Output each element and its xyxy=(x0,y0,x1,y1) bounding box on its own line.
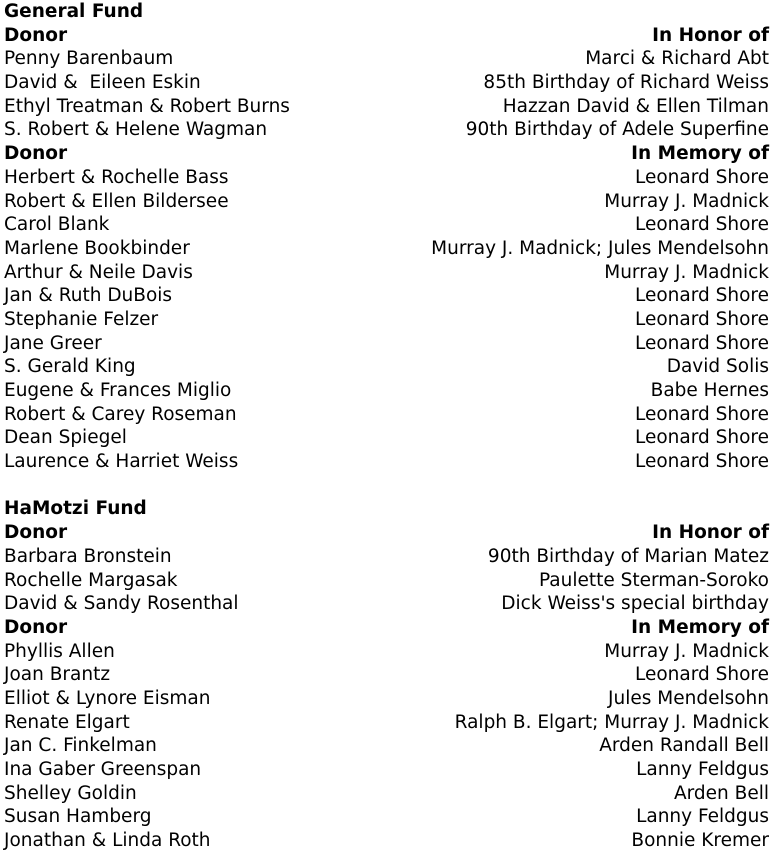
tribute-name: Murray J. Madnick; Jules Mendelsohn xyxy=(431,237,769,259)
donation-row xyxy=(4,734,769,758)
tribute-name: Jules Mendelsohn xyxy=(608,687,769,709)
donor-name: Herbert & Rochelle Bass xyxy=(4,166,229,188)
donor-name: Rochelle Margasak xyxy=(4,569,178,591)
donation-row xyxy=(4,47,769,71)
tribute-name: Leonard Shore xyxy=(634,664,769,686)
donor-name: Susan Hamberg xyxy=(4,806,152,828)
tribute-name: Leonard Shore xyxy=(634,451,769,473)
donation-row xyxy=(4,308,769,332)
tribute-name: David Solis xyxy=(666,356,769,378)
donation-row xyxy=(4,829,769,853)
donor-name: Joan Brantz xyxy=(4,664,111,686)
donor-name: Eugene & Frances Miglio xyxy=(4,380,232,401)
donation-row xyxy=(4,687,769,711)
tribute-name: Lanny Feldgus xyxy=(636,806,769,828)
donor-name: Ethyl Treatman & Robert Burns xyxy=(4,95,290,117)
donor-header: Donor xyxy=(4,24,68,46)
donor-name: Jan & Ruth DuBois xyxy=(4,285,173,307)
donor-name: Carol Blank xyxy=(4,214,110,236)
tribute-name: Leonard Shore xyxy=(634,403,769,425)
donor-name: S. Robert & Helene Wagman xyxy=(4,119,268,141)
fund-title: General Fund xyxy=(4,1,144,22)
donation-row xyxy=(4,711,769,735)
donor-name: Dean Spiegel xyxy=(4,427,127,449)
section-spacer xyxy=(4,474,769,498)
tribute-type-header: In Memory of xyxy=(631,616,769,638)
donor-name: Barbara Bronstein xyxy=(4,545,172,567)
donor-header: Donor xyxy=(4,616,68,638)
tribute-name: Lanny Feldgus xyxy=(636,759,769,780)
column-header-row xyxy=(4,521,769,545)
donation-row xyxy=(4,95,769,119)
tribute-name: Babe Hernes xyxy=(650,380,769,401)
fund-section xyxy=(4,497,769,852)
donation-row xyxy=(4,379,769,403)
donor-header: Donor xyxy=(4,143,68,165)
donation-row xyxy=(4,758,769,782)
donor-name: Jonathan & Linda Roth xyxy=(4,830,211,852)
tribute-name: Arden Randall Bell xyxy=(599,735,769,757)
donor-name: Ina Gaber Greenspan xyxy=(4,759,202,780)
tribute-name: Murray J. Madnick xyxy=(604,640,769,662)
donation-row xyxy=(4,592,769,616)
donor-name: Penny Barenbaum xyxy=(4,48,174,70)
donation-row xyxy=(4,261,769,285)
tribute-name: Marci & Richard Abt xyxy=(585,48,769,70)
donor-name: Robert & Ellen Bildersee xyxy=(4,190,229,212)
donor-name: Jane Greer xyxy=(4,332,102,354)
tribute-name: 90th Birthday of Adele Superfine xyxy=(465,119,769,141)
column-header-row xyxy=(4,142,769,166)
tribute-name: Bonnie Kremer xyxy=(631,830,769,852)
donor-name: Jan C. Finkelman xyxy=(4,735,157,757)
tribute-name: Hazzan David & Ellen Tilman xyxy=(502,95,769,117)
donation-row xyxy=(4,71,769,95)
donation-row xyxy=(4,569,769,593)
donor-name: Shelley Goldin xyxy=(4,782,137,804)
donor-header: Donor xyxy=(4,522,68,544)
tribute-name: Paulette Sterman-Soroko xyxy=(538,569,769,591)
tribute-name: Leonard Shore xyxy=(634,308,769,330)
tribute-type-header: In Memory of xyxy=(631,143,769,165)
donation-row xyxy=(4,426,769,450)
donation-row xyxy=(4,190,769,214)
donor-name: Marlene Bookbinder xyxy=(4,237,190,259)
tribute-name: 90th Birthday of Marian Matez xyxy=(487,545,769,567)
tribute-name: Leonard Shore xyxy=(634,285,769,307)
donation-row xyxy=(4,332,769,356)
donation-row xyxy=(4,545,769,569)
column-header-row xyxy=(4,616,769,640)
tribute-name: Ralph B. Elgart; Murray J. Madnick xyxy=(454,711,769,733)
donation-row xyxy=(4,237,769,261)
donation-row xyxy=(4,355,769,379)
tribute-name: Leonard Shore xyxy=(634,332,769,354)
tribute-type-header: In Honor of xyxy=(652,24,769,46)
tribute-name: Leonard Shore xyxy=(634,166,769,188)
donor-name: S. Gerald King xyxy=(4,356,136,378)
donation-row xyxy=(4,663,769,687)
tribute-name: Dick Weiss's special birthday xyxy=(501,593,769,615)
tribute-name: Leonard Shore xyxy=(634,214,769,236)
tribute-name: Murray J. Madnick xyxy=(604,190,769,212)
donor-name: David & Sandy Rosenthal xyxy=(4,593,239,615)
donation-row xyxy=(4,805,769,829)
donor-name: Renate Elgart xyxy=(4,711,130,733)
donor-name: Robert & Carey Roseman xyxy=(4,403,237,425)
donor-name: Laurence & Harriet Weiss xyxy=(4,451,239,473)
donor-name: Phyllis Allen xyxy=(4,640,115,662)
donor-name: Stephanie Felzer xyxy=(4,308,159,330)
donation-row xyxy=(4,166,769,190)
donation-row xyxy=(4,640,769,664)
donor-name: Arthur & Neile Davis xyxy=(4,261,193,283)
tribute-name: Arden Bell xyxy=(673,782,769,804)
tribute-name: 85th Birthday of Richard Weiss xyxy=(483,72,769,94)
tribute-name: Murray J. Madnick xyxy=(604,261,769,283)
fund-section xyxy=(4,0,769,474)
donation-row xyxy=(4,403,769,427)
tribute-name: Leonard Shore xyxy=(634,427,769,449)
donation-row xyxy=(4,118,769,142)
column-header-row xyxy=(4,24,769,48)
tribute-type-header: In Honor of xyxy=(652,522,769,544)
donation-row xyxy=(4,782,769,806)
donation-row xyxy=(4,213,769,237)
donor-name: David & Eileen Eskin xyxy=(4,72,201,94)
fund-title: HaMotzi Fund xyxy=(4,498,147,520)
donation-row xyxy=(4,284,769,308)
donor-name: Elliot & Lynore Eisman xyxy=(4,687,211,709)
donation-row xyxy=(4,450,769,474)
